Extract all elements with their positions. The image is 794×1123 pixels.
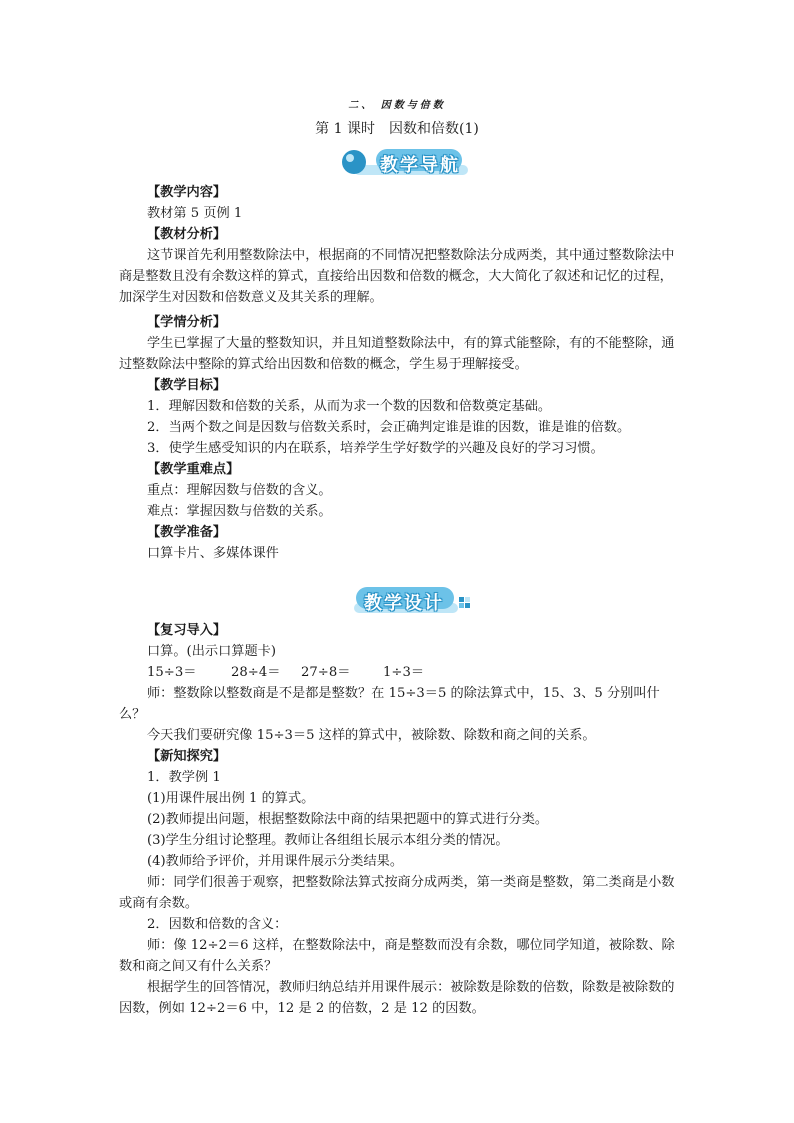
review-problem: 28÷4＝ [231, 665, 281, 680]
review-problem: 15÷3＝ [147, 665, 197, 680]
lesson-plan-top [119, 182, 675, 564]
explore-teacher-question: 师：像 12÷2＝6 这样，在整数除法中，商是整数而没有余数，哪位同学知道，被除数、除数和商之间又有什么关系？ [119, 938, 675, 974]
review-problems [119, 662, 675, 683]
teaching-design-banner [352, 583, 474, 617]
goal-item: 1．理解因数和倍数的关系，从而为求一个数的因数和倍数奠定基础。 [147, 399, 552, 414]
explore-step: (4)教师给予评价，并用课件展示分类结果。 [147, 854, 404, 869]
chapter-title: 二、 因数与倍数 [348, 100, 446, 111]
goal-item: 3．使学生感受知识的内在联系，培养学生学好数学的兴趣及良好的学习习惯。 [147, 441, 604, 456]
content-text: 教材第 5 页例 1 [147, 206, 243, 221]
review-heading: 【复习导入】 [147, 623, 227, 638]
goal-item: 2．当两个数之间是因数与倍数关系时，会正确判定谁是谁的因数，谁是谁的倍数。 [147, 420, 631, 435]
analysis-text: 这节课首先利用整数除法中，根据商的不同情况把整数除法分成两类，其中通过整数除法中商是整数且没有余数这样的算式，直接给出因数和倍数的概念，大大简化了叙述和记忆的过程，加深学生对因数和倍数意义及其关系的理解。 [119, 248, 675, 305]
review-problem: 27÷8＝ [301, 665, 351, 680]
review-intro: 口算。(出示口算题卡) [147, 644, 276, 659]
explore-heading: 【新知探究】 [147, 749, 227, 764]
prep-heading: 【教学准备】 [147, 525, 227, 540]
explore-subheading: 2．因数和倍数的含义： [147, 917, 288, 932]
lesson-plan-design [119, 620, 675, 1019]
keypoints-heading: 【教学重难点】 [147, 462, 240, 477]
prep-text: 口算卡片、多媒体课件 [147, 546, 279, 561]
teaching-nav-banner [340, 145, 470, 179]
explore-step: (3)学生分组讨论整理。教师让各组组长展示本组分类的情况。 [147, 833, 509, 848]
keypoint-item: 重点：理解因数与倍数的含义。 [147, 483, 332, 498]
review-today: 今天我们要研究像 15÷3＝5 这样的算式中，被除数、除数和商之间的关系。 [147, 728, 596, 743]
students-text: 学生已掌握了大量的整数知识，并且知道整数除法中，有的算式能整除，有的不能整除，通过整数除法中整除的算式给出因数和倍数的概念，学生易于理解接受。 [119, 336, 675, 372]
banner-label: 教学导航 [380, 155, 460, 176]
explore-teacher-remark: 师：同学们很善于观察，把整数除法算式按商分成两类，第一类商是整数，第二类商是小数或商有余数。 [119, 875, 675, 911]
explore-step: (1)用课件展出例 1 的算式。 [147, 791, 315, 806]
explore-subheading: 1．教学例 1 [147, 770, 221, 785]
students-heading: 【学情分析】 [147, 315, 227, 330]
analysis-heading: 【教材分析】 [147, 227, 227, 242]
explore-summary: 根据学生的回答情况，教师归纳总结并用课件展示：被除数是除数的倍数，除数是被除数的因数，例如 12÷2＝6 中，12 是 2 的倍数，2 是 12 的因数。 [119, 980, 675, 1016]
review-problem: 1÷3＝ [383, 665, 425, 680]
banner-label: 教学设计 [364, 593, 444, 614]
review-question: 师：整数除以整数商是不是都是整数？在 15÷3＝5 的除法算式中，15、3、5 分别叫什么？ [119, 686, 660, 722]
content-heading: 【教学内容】 [147, 185, 227, 200]
explore-step: (2)教师提出问题，根据整数除法中商的结果把题中的算式进行分类。 [147, 812, 549, 827]
lesson-title: 第 1 课时 因数和倍数(1) [315, 121, 479, 137]
keypoint-item: 难点：掌握因数与倍数的关系。 [147, 504, 332, 519]
goals-heading: 【教学目标】 [147, 378, 227, 393]
